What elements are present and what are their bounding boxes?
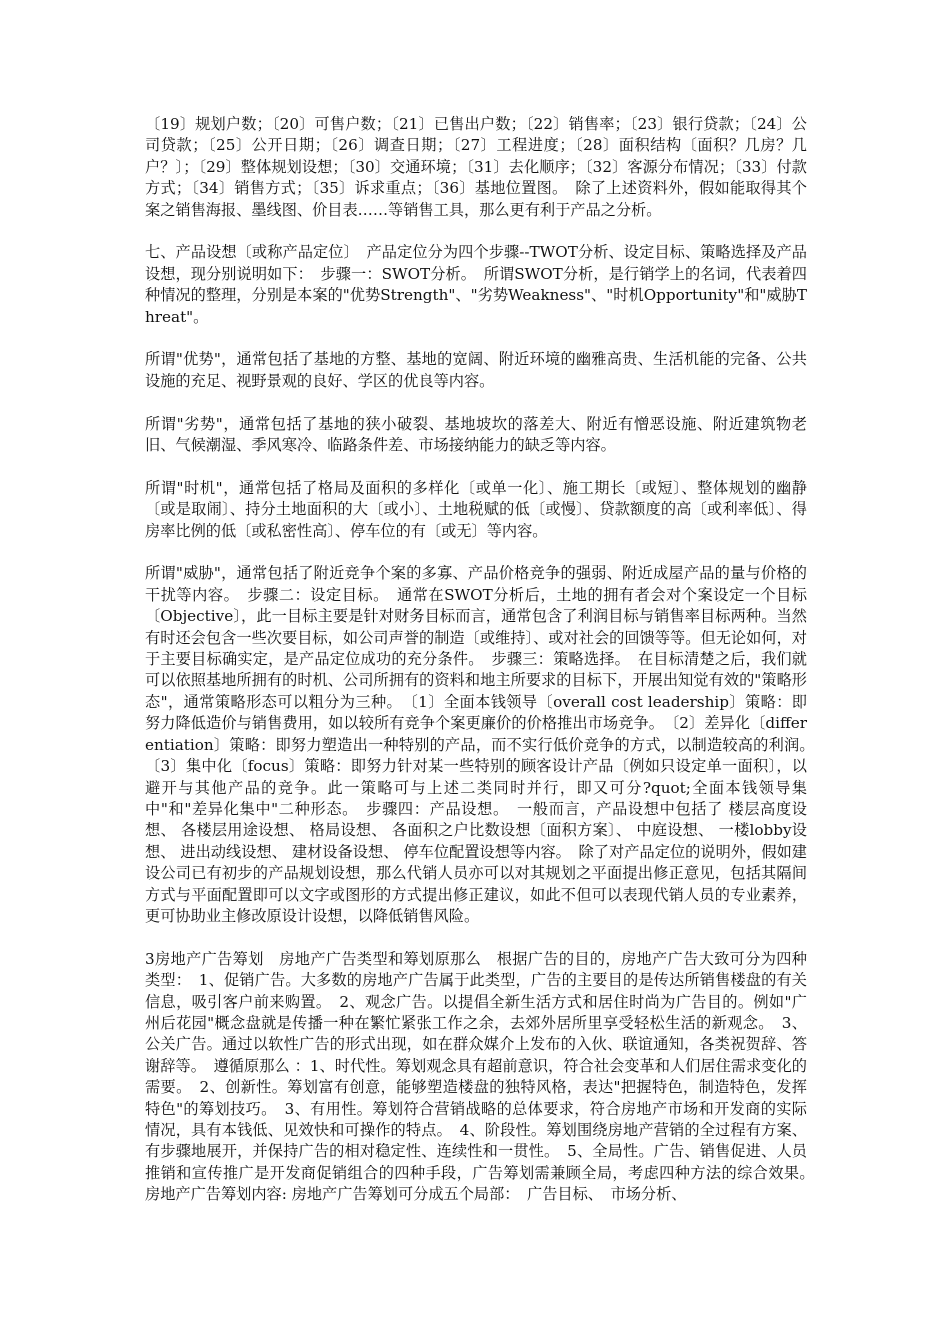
paragraph-weaknesses: 所谓"劣势"，通常包括了基地的狭小破裂、基地坡坎的落差大、附近有憎恶设施、附近建筑物老旧、气候潮湿、季风寒冷、临路条件差、市场接纳能力的缺乏等内容。 xyxy=(145,414,807,455)
paragraph-threats-and-strategy: 所谓"威胁"，通常包括了附近竞争个案的多寡、产品价格竞争的强弱、附近成屋产品的量与价格的干扰等内容。 步骤二：设定目标。 通常在SWOT分析后，土地的拥有者会对个案设定一个目标〔Objective〕，此一目标主要是针对财务目标而言，通常包含了利润目标与销售率目标两种。当然有时还会包含一些次要目标，如公司声誉的制造〔或维持〕、或对社会的回馈等等。但无论如何，对于主要目标确实定，是产品定位成功的充分条件。 步骤三：策略选择。 在目标清楚之后，我们就可以依照基地所拥有的时机、公司所拥有的资料和地主所要求的目标下，开展出知觉有效的"策略形态"，通常策略形态可以粗分为三种。 〔1〕全面本钱领导〔overall cost leadership〕策略：即努力降低造价与销售费用，如以较所有竞争个案更廉价的价格推出市场竞争。 〔2〕差异化〔differentiation〕策略：即努力塑造出一种特别的产品，而不实行低价竞争的方式，以制造较高的利润。 〔3〕集中化〔focus〕策略：即努力针对某一些特别的顾客设计产品〔例如只设定单一面积〕，以避开与其他产品的竞争。此一策略可与上述二类同时并行，即又可分?quot;全面本钱领导集中"和"差异化集中"二种形态。 步骤四：产品设想。 一般而言，产品设想中包括了 楼层高度设想、 各楼层用途设想、 格局设想、 各面积之户比数设想〔面积方案〕、 中庭设想、 一楼lobby设想、 进出动线设想、 建材设备设想、 停车位配置设想等内容。 除了对产品定位的说明外，假如建设公司已有初步的产品规划设想，那么代销人员亦可以对其规划之平面提出修正意见，包括其隔间方式与平面配置即可以文字或图形的方式提出修正建议，如此不但可以表现代销人员的专业素养，更可协助业主修改原设计设想，以降低销售风险。 xyxy=(145,564,823,925)
paragraph-product-positioning: 七、产品设想〔或称产品定位〕 产品定位分为四个步骤--TWOT分析、设定目标、策略选择及产品设想，现分别说明如下： 步骤一：SWOT分析。 所谓SWOT分析，是行销学上的名词，代表着四种情况的整理，分别是本案的"优势Strength"、"劣势Weakness"、"时机Opportunity"和"威胁Threat"。 xyxy=(145,243,807,326)
document-body xyxy=(145,114,823,1206)
paragraph-property-data-list: 〔19〕规划户数；〔20〕可售户数；〔21〕已售出户数；〔22〕销售率；〔23〕银行贷款；〔24〕公司贷款；〔25〕公开日期；〔26〕调查日期；〔27〕工程进度；〔28〕面积结构〔面积？几房？几户？〕；〔29〕整体规划设想；〔30〕交通环境；〔31〕去化顺序；〔32〕客源分布情况；〔33〕付款方式；〔34〕销售方式；〔35〕诉求重点；〔36〕基地位置图。 除了上述资料外，假如能取得其个案之销售海报、墨线图、价目表……等销售工具，那么更有利于产品之分析。 xyxy=(145,115,807,219)
paragraph-strengths: 所谓"优势"，通常包括了基地的方整、基地的宽阔、附近环境的幽雅高贵、生活机能的完备、公共设施的充足、视野景观的良好、学区的优良等内容。 xyxy=(145,350,807,390)
paragraph-advertising-planning: 3房地产广告筹划 房地产广告类型和筹划原那么 根据广告的目的，房地产广告大致可分为四种类型： 1、促销广告。大多数的房地产广告属于此类型，广告的主要目的是传达所销售楼盘的有关信息，吸引客户前来购置。 2、观念广告。以提倡全新生活方式和居住时尚为广告目的。例如"广州后花园"概念盘就是传播一种在繁忙紧张工作之余，去郊外居所里享受轻松生活的新观念。 3、公关广告。通过以软性广告的形式出现，如在群众媒介上发布的入伙、联谊通知，各类祝贺辞、答谢辞等。 遵循原那么 ：1、时代性。筹划观念具有超前意识，符合社会变革和人们居住需求变化的需要。 2、创新性。筹划富有创意，能够塑造楼盘的独特风格，表达"把握特色，制造特色，发挥特色"的筹划技巧。 3、有用性。筹划符合营销战略的总体要求，符合房地产市场和开发商的实际情况，具有本钱低、见效快和可操作的特点。 4、阶段性。筹划围绕房地产营销的全过程有方案、有步骤地展开，并保持广告的相对稳定性、连续性和一贯性。 5、全局性。广告、销售促进、人员推销和宣传推广是开发商促销组合的四种手段，广告筹划需兼顾全局，考虑四种方法的综合效果。 房地产广告筹划内容: 房地产广告筹划可分成五个局部： 广告目标、 市场分析、 xyxy=(145,949,823,1204)
paragraph-opportunities: 所谓"时机"，通常包括了格局及面积的多样化〔或单一化〕、施工期长〔或短〕、整体规划的幽静〔或是取闹〕、持分土地面积的大〔或小〕、土地税赋的低〔或慢〕、贷款额度的高〔或利率低〕、得房率比例的低〔或私密性高〕、停车位的有〔或无〕等内容。 xyxy=(145,478,807,540)
